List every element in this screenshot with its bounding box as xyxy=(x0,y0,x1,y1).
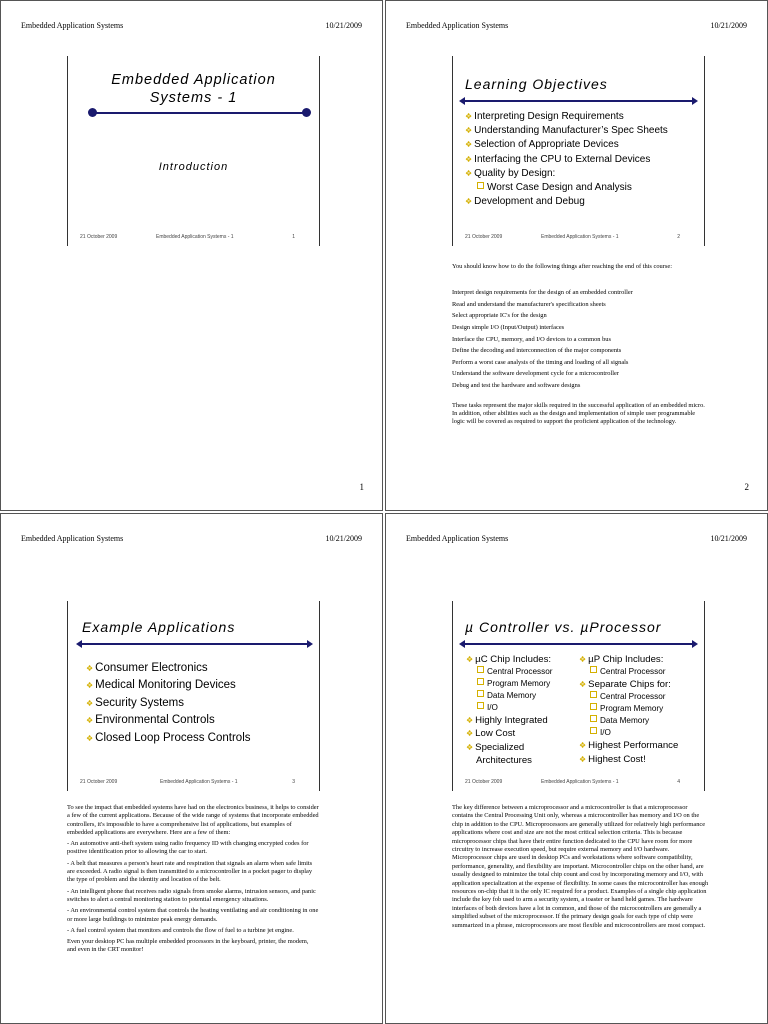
diamond-bullet-icon: ❖ xyxy=(579,680,587,690)
square-bullet-icon xyxy=(590,691,597,698)
diamond-bullet-icon: ❖ xyxy=(465,140,473,150)
slide-footer-number: 2 xyxy=(677,234,680,240)
notes-paragraph: - A fuel control system that monitors and controls the flow of fuel to a turbine jet engine. xyxy=(67,926,294,934)
diamond-bullet-icon: ❖ xyxy=(465,197,473,207)
square-bullet-icon xyxy=(477,690,484,697)
list-item: ❖ Separate Chips for: xyxy=(579,679,671,691)
list-item: ❖ Interpreting Design Requirements xyxy=(465,111,624,122)
list-item: Central Processor xyxy=(579,691,704,703)
header-title: Embedded Application Systems xyxy=(406,534,509,543)
slide-footer-number: 1 xyxy=(292,234,295,240)
diamond-bullet-icon: ❖ xyxy=(86,733,94,743)
list-item: Data Memory xyxy=(579,715,704,727)
list-item: ❖ Understanding Manufacturer’s Spec Sheets xyxy=(465,125,668,137)
notes-list-item: Design simple I/O (Input/Output) interfaces xyxy=(452,323,565,331)
list-item: I/O xyxy=(579,727,704,739)
slide-title: Example Applications xyxy=(82,619,236,635)
notes-paragraph: Even your desktop PC has multiple embedded processors in the keyboard, printer, the modem, and even in the CRT monitor! xyxy=(67,938,309,954)
title-rule xyxy=(465,643,692,645)
slide-footer xyxy=(463,779,694,789)
speaker-notes xyxy=(452,804,710,930)
list-item: ❖ Consumer Electronics xyxy=(86,662,208,674)
square-bullet-icon xyxy=(477,702,484,709)
notes-paragraph: The key difference between a microprocessor and a microcontroller is that a microprocessor contains the Central Processing Unit only, whereas a microcontroller has memory and I/O on the chip in addition to the CPU. Microprocessors are generally utilized for relatively high performance applications where cost and size are not the most critical selection criteria. This is because microprocessor chips that have their entire function dedicated to the CPU have room for more circuitry to increase execution speed, but require external memory and I/O hardware. Microprocessor chips are used in desktop PCs and workstations where software compatibility, performance, generality, and flexibility are important. Microcontroller chips on the other hand, are usually designed to minimize the total chip count and cost by incorporating memory and I/O, with application specialization at the expense of flexibility. In some cases the microcontroller has enough resources on-chip that it is the only IC required for a product. Examples of a single chip application include the key fob used to arm a security system, a toaster or hand held games. The hardware interfaces of both devices have a lot in common, and those of the microcontrollers are generally a simplified subset of the microprocessor. If the primary design goals for each type of chip were summarized in a phrase, microprocessors are most flexible and microcontrollers are most compact. xyxy=(452,804,709,929)
header-date: 10/21/2009 xyxy=(710,21,747,30)
slide-footer xyxy=(78,234,309,244)
list-item: ❖ Highly Integrated xyxy=(466,715,548,727)
square-bullet-icon xyxy=(590,703,597,710)
list-item: Central Processor xyxy=(579,666,704,678)
square-bullet-icon xyxy=(477,678,484,685)
list-item: ❖ Development and Debug xyxy=(465,196,585,208)
slide-footer-date: 21 October 2009 xyxy=(80,779,118,785)
notes-list-item: Perform a worst case analysis of the timing and loading of all signals xyxy=(452,358,629,366)
slide-footer-date: 21 October 2009 xyxy=(80,234,118,240)
square-bullet-icon xyxy=(477,182,484,189)
notes-list-item: Understand the software development cycle for a microcontroller xyxy=(452,370,619,378)
notes-paragraph: To see the impact that embedded systems have had on the electronics business, it helps to consider a few of the current applications. Because of the wide range of systems that incorporate embedded controllers, it's impossible to have a comprehensive list of applications, but examples of embedded applications are everywhere. Here are a few of them: xyxy=(67,804,319,836)
title-rule xyxy=(82,643,307,645)
rule-arrow-right xyxy=(692,640,698,648)
square-bullet-icon xyxy=(590,727,597,734)
rule-arrow-right xyxy=(692,97,698,105)
list-item: ❖ Environmental Controls xyxy=(86,714,215,727)
diamond-bullet-icon: ❖ xyxy=(465,168,473,178)
notes-list-item: Interface the CPU, memory, and I/O devices to a common bus xyxy=(452,335,611,343)
slide-footer-title: Embedded Application Systems - 1 xyxy=(156,234,234,240)
page-number: 2 xyxy=(744,482,749,492)
list-item: ❖ µC Chip Includes: xyxy=(466,654,552,665)
header-date: 10/21/2009 xyxy=(710,534,747,543)
slide-footer-date: 21 October 2009 xyxy=(465,779,503,785)
diamond-bullet-icon: ❖ xyxy=(466,716,474,726)
applications-list xyxy=(86,660,251,747)
header-title: Embedded Application Systems xyxy=(21,21,124,30)
list-item: Program Memory xyxy=(579,703,704,715)
square-bullet-icon xyxy=(477,666,484,673)
rule-arrow-left xyxy=(76,640,82,648)
notes-list xyxy=(452,287,707,391)
list-item: Worst Case Design and Analysis xyxy=(465,181,668,195)
notes-closing: These tasks represent the major skills required in the successful application of an embedded micro. In addition, other abilities such as the design and implementation of simple user programmable logic will be covered as required to support the proficient application of the technology. xyxy=(452,401,705,425)
diamond-bullet-icon: ❖ xyxy=(466,742,474,752)
slide-footer-number: 4 xyxy=(677,779,680,785)
slide-title: µ Controller vs. µProcessor xyxy=(465,619,662,635)
list-item: ❖ Highest Performance xyxy=(579,740,679,752)
notes-paragraph: - An automotive anti-theft system using radio frequency ID with changing encrypted codes for positive identification prior to allowing the car to start. xyxy=(67,840,309,856)
slide-title-line-1: Embedded Application xyxy=(111,72,276,88)
list-item: ❖ Low Cost xyxy=(466,728,516,740)
list-item: Program Memory xyxy=(466,678,581,690)
diamond-bullet-icon: ❖ xyxy=(579,655,587,664)
diamond-bullet-icon: ❖ xyxy=(579,741,587,751)
diamond-bullet-icon: ❖ xyxy=(465,154,473,164)
slide-4 xyxy=(452,601,705,791)
page-number: 1 xyxy=(359,482,364,492)
square-bullet-icon xyxy=(590,715,597,722)
slide-3 xyxy=(67,601,320,791)
list-item: ❖ Closed Loop Process Controls xyxy=(86,731,251,744)
diamond-bullet-icon: ❖ xyxy=(86,716,94,726)
diamond-bullet-icon: ❖ xyxy=(466,655,474,664)
list-item: Data Memory xyxy=(466,690,581,702)
slide-footer-title: Embedded Application Systems - 1 xyxy=(160,779,238,785)
handout-page-2 xyxy=(385,0,768,511)
list-item: ❖ Interfacing the CPU to External Devices xyxy=(465,153,651,165)
notes-list-item: Interpret design requirements for the design of an embedded controller xyxy=(452,289,633,297)
slide-2 xyxy=(452,56,705,246)
header-date: 10/21/2009 xyxy=(325,534,362,543)
list-item: ❖ Security Systems xyxy=(86,696,184,709)
list-item: I/O xyxy=(466,702,581,714)
diamond-bullet-icon: ❖ xyxy=(465,112,473,121)
notes-list-item: Read and understand the manufacturer's specification sheets xyxy=(452,300,606,308)
slide-title xyxy=(68,71,319,107)
diamond-bullet-icon: ❖ xyxy=(579,754,587,764)
list-item: ❖ Selection of Appropriate Devices xyxy=(465,139,619,151)
handout-page-4 xyxy=(385,513,768,1024)
notes-intro: You should know how to do the following things after reaching the end of this course: xyxy=(452,263,672,270)
notes-list-item: Select appropriate IC's for the design xyxy=(452,312,547,320)
microprocessor-column xyxy=(579,653,704,766)
microcontroller-column xyxy=(466,653,581,767)
slide-footer-title: Embedded Application Systems - 1 xyxy=(541,234,619,240)
slide-footer-title: Embedded Application Systems - 1 xyxy=(541,779,619,785)
list-item: ❖ Specialized xyxy=(466,741,525,753)
diamond-bullet-icon: ❖ xyxy=(465,126,473,136)
title-rule xyxy=(92,112,307,114)
notes-list-item: Debug and test the hardware and software designs xyxy=(452,381,581,389)
speaker-notes xyxy=(67,804,319,955)
header-date: 10/21/2009 xyxy=(325,21,362,30)
list-item: ❖ µP Chip Includes: xyxy=(579,654,664,665)
rule-arrow-right xyxy=(307,640,313,648)
slide-title-line-2: Systems - 1 xyxy=(149,90,238,106)
square-bullet-icon xyxy=(590,666,597,673)
list-item: Architectures xyxy=(476,754,532,766)
objectives-list xyxy=(465,110,668,209)
list-item: ❖ Quality by Design: xyxy=(465,167,556,179)
rule-arrow-left xyxy=(459,97,465,105)
slide-title: Learning Objectives xyxy=(465,76,608,92)
notes-paragraph: - A belt that measures a person's heart rate and respiration that signals an alarm when safe limits are exceeded. A radio signal is then transmitted to a microcontroller in a pocket pager to display the type of problem and the identity and location of the belt. xyxy=(67,859,313,884)
speaker-notes xyxy=(452,263,707,426)
diamond-bullet-icon: ❖ xyxy=(86,698,94,708)
header-title: Embedded Application Systems xyxy=(21,534,124,543)
list-item: ❖ Medical Monitoring Devices xyxy=(86,679,236,692)
list-item: Central Processor xyxy=(466,666,581,678)
rule-arrow-left xyxy=(459,640,465,648)
notes-list-item: Define the decoding and interconnection of the major components xyxy=(452,347,622,355)
slide-footer xyxy=(463,234,694,244)
slide-footer-number: 3 xyxy=(292,779,295,785)
slide-footer xyxy=(78,779,309,789)
diamond-bullet-icon: ❖ xyxy=(86,664,94,673)
diamond-bullet-icon: ❖ xyxy=(86,681,94,691)
rule-dot-right xyxy=(302,108,311,117)
slide-footer-date: 21 October 2009 xyxy=(465,234,503,240)
slide-1 xyxy=(67,56,320,246)
header-title: Embedded Application Systems xyxy=(406,21,509,30)
rule-dot-left xyxy=(88,108,97,117)
notes-paragraph: - An environmental control system that controls the heating ventilating and air conditioning in one or more large buildings to minimize peak energy demands. xyxy=(67,907,319,923)
slide-subtitle: Introduction xyxy=(158,161,229,173)
title-rule xyxy=(465,100,692,102)
list-item: ❖ Highest Cost! xyxy=(579,753,646,765)
diamond-bullet-icon: ❖ xyxy=(466,729,474,739)
handout-page-1 xyxy=(0,0,383,511)
notes-paragraph: - An intelligent phone that receives radio signals from smoke alarms, intrusion sensors, and panic switches to alert a central monitoring station to potential emergency situations. xyxy=(67,887,316,903)
handout-page-3 xyxy=(0,513,383,1024)
